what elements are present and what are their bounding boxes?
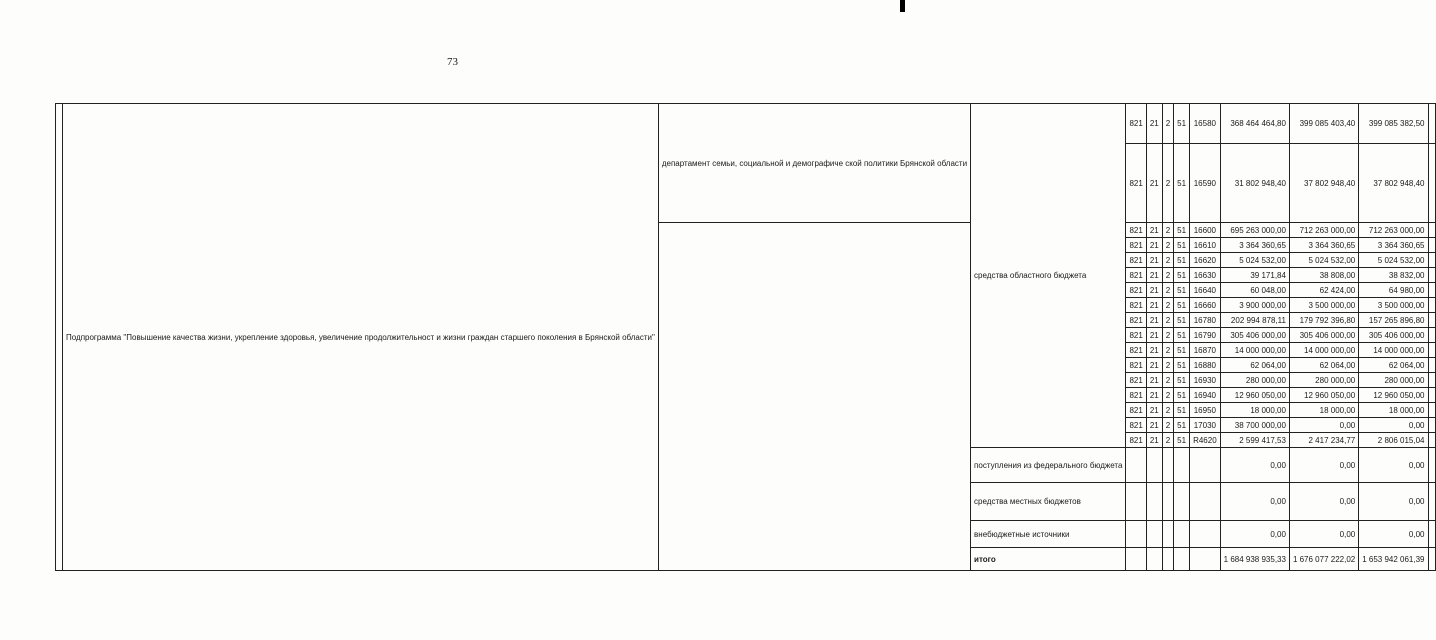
cell-grbs: 821: [1126, 298, 1146, 313]
empty-cell: [1162, 448, 1173, 483]
cell-year3: 712 263 000,00: [1359, 223, 1428, 238]
cell-pr: 2: [1162, 313, 1173, 328]
cell-cs: 51: [1174, 433, 1190, 448]
cell-year3: 38 832,00: [1359, 268, 1428, 283]
cell-year2: 2 417 234,77: [1289, 433, 1358, 448]
cell-year2: 712 263 000,00: [1289, 223, 1358, 238]
budget-table-body: [56, 104, 1436, 571]
empty-cell: [1428, 144, 1435, 223]
cell-cs: 51: [1174, 358, 1190, 373]
cell-year3: 62 064,00: [1359, 358, 1428, 373]
cell-pr: 2: [1162, 433, 1173, 448]
cell-cs: 51: [1174, 418, 1190, 433]
cell-rz: 21: [1146, 343, 1162, 358]
cell-year3: 0,00: [1359, 448, 1428, 483]
cell-cs: 51: [1174, 298, 1190, 313]
empty-cell: [1126, 483, 1146, 521]
cell-pr: 2: [1162, 358, 1173, 373]
empty-cell: [1174, 448, 1190, 483]
cell-rz: 21: [1146, 313, 1162, 328]
cell-year1: 0,00: [1220, 521, 1289, 548]
cell-cs: 51: [1174, 328, 1190, 343]
cell-grbs: 821: [1126, 373, 1146, 388]
empty-cell: [1126, 448, 1146, 483]
cell-year3: 0,00: [1359, 521, 1428, 548]
cell-year3: 18 000,00: [1359, 403, 1428, 418]
empty-number-cell: [56, 104, 63, 571]
empty-cell: [1126, 548, 1146, 571]
cell-rz: 21: [1146, 388, 1162, 403]
cell-grbs: 821: [1126, 144, 1146, 223]
cell-cs: 51: [1174, 283, 1190, 298]
cell-year1: 62 064,00: [1220, 358, 1289, 373]
cell-cs: 51: [1174, 373, 1190, 388]
cell-grbs: 821: [1126, 253, 1146, 268]
cell-cs: 51: [1174, 403, 1190, 418]
cell-year1: 280 000,00: [1220, 373, 1289, 388]
cell-year3: 14 000 000,00: [1359, 343, 1428, 358]
empty-cell: [1428, 521, 1435, 548]
empty-cell: [1428, 223, 1435, 238]
cell-code: 17030: [1190, 418, 1221, 433]
cell-year1: 5 024 532,00: [1220, 253, 1289, 268]
cell-cs: 51: [1174, 238, 1190, 253]
empty-cell: [1126, 521, 1146, 548]
cell-code: 16880: [1190, 358, 1221, 373]
cell-rz: 21: [1146, 373, 1162, 388]
cell-year3: 0,00: [1359, 418, 1428, 433]
cell-year3: 3 500 000,00: [1359, 298, 1428, 313]
cell-year2: 62 064,00: [1289, 358, 1358, 373]
cell-year2: 399 085 403,40: [1289, 104, 1358, 144]
empty-cell: [1174, 483, 1190, 521]
cell-year1: 0,00: [1220, 483, 1289, 521]
cell-rz: 21: [1146, 283, 1162, 298]
page-number: 73: [447, 56, 458, 68]
cell-code: 16930: [1190, 373, 1221, 388]
empty-cell: [1190, 483, 1221, 521]
cell-grbs: 821: [1126, 358, 1146, 373]
cell-code: R4620: [1190, 433, 1221, 448]
empty-cell: [1428, 373, 1435, 388]
cell-year2: 0,00: [1289, 448, 1358, 483]
cell-year1: 3 900 000,00: [1220, 298, 1289, 313]
cell-year1: 305 406 000,00: [1220, 328, 1289, 343]
cell-year2: 12 960 050,00: [1289, 388, 1358, 403]
cell-year2: 280 000,00: [1289, 373, 1358, 388]
cell-year1: 695 263 000,00: [1220, 223, 1289, 238]
empty-cell: [1146, 548, 1162, 571]
cell-grbs: 821: [1126, 104, 1146, 144]
budget-table: [55, 103, 1436, 571]
cell-pr: 2: [1162, 403, 1173, 418]
cell-code: 16780: [1190, 313, 1221, 328]
cell-code: 16940: [1190, 388, 1221, 403]
cell-code: 16950: [1190, 403, 1221, 418]
cell-year1: 0,00: [1220, 448, 1289, 483]
cell-code: 16590: [1190, 144, 1221, 223]
cell-year3: 0,00: [1359, 483, 1428, 521]
cell-pr: 2: [1162, 104, 1173, 144]
cell-year2: 37 802 948,40: [1289, 144, 1358, 223]
empty-cell: [1428, 358, 1435, 373]
cell-cs: 51: [1174, 104, 1190, 144]
empty-executor-cell: [658, 223, 970, 571]
empty-cell: [1146, 483, 1162, 521]
cell-year3: 305 406 000,00: [1359, 328, 1428, 343]
cell-pr: 2: [1162, 328, 1173, 343]
empty-cell: [1174, 521, 1190, 548]
cell-pr: 2: [1162, 144, 1173, 223]
empty-cell: [1428, 483, 1435, 521]
empty-cell: [1428, 418, 1435, 433]
cell-year1: 31 802 948,40: [1220, 144, 1289, 223]
empty-cell: [1428, 104, 1435, 144]
cell-code: 16640: [1190, 283, 1221, 298]
cell-grbs: 821: [1126, 283, 1146, 298]
cell-grbs: 821: [1126, 433, 1146, 448]
cell-rz: 21: [1146, 298, 1162, 313]
scan-edge-mark: [900, 0, 905, 12]
cell-grbs: 821: [1126, 403, 1146, 418]
empty-cell: [1428, 388, 1435, 403]
cell-pr: 2: [1162, 298, 1173, 313]
cell-code: 16610: [1190, 238, 1221, 253]
subprogram-name: Подпрограмма "Повышение качества жизни, укрепление здоровья, увеличение продолжительност и жизни граждан старшего поколения в Брянской области": [63, 104, 659, 571]
cell-cs: 51: [1174, 268, 1190, 283]
cell-cs: 51: [1174, 223, 1190, 238]
cell-year2: 179 792 396,80: [1289, 313, 1358, 328]
executor-name: департамент семьи, социальной и демографиче ской политики Брянской области: [658, 104, 970, 223]
cell-grbs: 821: [1126, 388, 1146, 403]
cell-rz: 21: [1146, 253, 1162, 268]
cell-code: 16600: [1190, 223, 1221, 238]
cell-rz: 21: [1146, 358, 1162, 373]
cell-year3: 2 806 015,04: [1359, 433, 1428, 448]
empty-cell: [1146, 521, 1162, 548]
cell-year2: 38 808,00: [1289, 268, 1358, 283]
cell-year2: 3 364 360,65: [1289, 238, 1358, 253]
empty-cell: [1162, 548, 1173, 571]
cell-year1: 12 960 050,00: [1220, 388, 1289, 403]
cell-rz: 21: [1146, 328, 1162, 343]
cell-cs: 51: [1174, 388, 1190, 403]
empty-cell: [1428, 343, 1435, 358]
cell-year1: 60 048,00: [1220, 283, 1289, 298]
cell-code: 16620: [1190, 253, 1221, 268]
cell-code: 16630: [1190, 268, 1221, 283]
cell-year1: 18 000,00: [1220, 403, 1289, 418]
cell-grbs: 821: [1126, 313, 1146, 328]
empty-cell: [1190, 548, 1221, 571]
cell-pr: 2: [1162, 343, 1173, 358]
empty-cell: [1428, 298, 1435, 313]
total-year3: 1 653 942 061,39: [1359, 548, 1428, 571]
empty-cell: [1162, 521, 1173, 548]
cell-rz: 21: [1146, 403, 1162, 418]
cell-year2: 0,00: [1289, 418, 1358, 433]
cell-rz: 21: [1146, 223, 1162, 238]
cell-rz: 21: [1146, 144, 1162, 223]
cell-grbs: 821: [1126, 328, 1146, 343]
cell-pr: 2: [1162, 238, 1173, 253]
cell-year3: 5 024 532,00: [1359, 253, 1428, 268]
empty-cell: [1428, 328, 1435, 343]
cell-year2: 5 024 532,00: [1289, 253, 1358, 268]
cell-rz: 21: [1146, 418, 1162, 433]
cell-code: 16660: [1190, 298, 1221, 313]
cell-year2: 3 500 000,00: [1289, 298, 1358, 313]
cell-code: 16790: [1190, 328, 1221, 343]
cell-year1: 2 599 417,53: [1220, 433, 1289, 448]
cell-year2: 14 000 000,00: [1289, 343, 1358, 358]
cell-rz: 21: [1146, 238, 1162, 253]
empty-cell: [1428, 268, 1435, 283]
table-row: [56, 104, 1436, 144]
cell-grbs: 821: [1126, 418, 1146, 433]
cell-pr: 2: [1162, 283, 1173, 298]
cell-year1: 39 171,84: [1220, 268, 1289, 283]
cell-grbs: 821: [1126, 268, 1146, 283]
cell-rz: 21: [1146, 433, 1162, 448]
cell-grbs: 821: [1126, 238, 1146, 253]
cell-code: 16580: [1190, 104, 1221, 144]
empty-cell: [1428, 548, 1435, 571]
cell-year1: 202 994 878,11: [1220, 313, 1289, 328]
empty-cell: [1146, 448, 1162, 483]
cell-cs: 51: [1174, 253, 1190, 268]
cell-grbs: 821: [1126, 343, 1146, 358]
empty-cell: [1428, 403, 1435, 418]
cell-year1: 368 464 464,80: [1220, 104, 1289, 144]
cell-year3: 12 960 050,00: [1359, 388, 1428, 403]
cell-year2: 18 000,00: [1289, 403, 1358, 418]
cell-year3: 280 000,00: [1359, 373, 1428, 388]
cell-year1: 14 000 000,00: [1220, 343, 1289, 358]
cell-pr: 2: [1162, 388, 1173, 403]
cell-year2: 305 406 000,00: [1289, 328, 1358, 343]
total-year1: 1 684 938 935,33: [1220, 548, 1289, 571]
cell-year2: 62 424,00: [1289, 283, 1358, 298]
cell-year1: 3 364 360,65: [1220, 238, 1289, 253]
cell-pr: 2: [1162, 268, 1173, 283]
empty-cell: [1428, 283, 1435, 298]
cell-pr: 2: [1162, 223, 1173, 238]
cell-rz: 21: [1146, 104, 1162, 144]
source-local-budgets: средства местных бюджетов: [971, 483, 1126, 521]
cell-cs: 51: [1174, 313, 1190, 328]
empty-cell: [1428, 238, 1435, 253]
cell-year2: 0,00: [1289, 521, 1358, 548]
cell-grbs: 821: [1126, 223, 1146, 238]
empty-cell: [1428, 313, 1435, 328]
cell-cs: 51: [1174, 144, 1190, 223]
source-extrabudgetary: внебюджетные источники: [971, 521, 1126, 548]
cell-pr: 2: [1162, 373, 1173, 388]
cell-year1: 38 700 000,00: [1220, 418, 1289, 433]
cell-year3: 399 085 382,50: [1359, 104, 1428, 144]
cell-year3: 3 364 360,65: [1359, 238, 1428, 253]
cell-year2: 0,00: [1289, 483, 1358, 521]
cell-rz: 21: [1146, 268, 1162, 283]
cell-year3: 37 802 948,40: [1359, 144, 1428, 223]
total-year2: 1 676 077 222,02: [1289, 548, 1358, 571]
empty-cell: [1162, 483, 1173, 521]
empty-cell: [1174, 548, 1190, 571]
cell-pr: 2: [1162, 418, 1173, 433]
total-label: итого: [971, 548, 1126, 571]
empty-cell: [1428, 448, 1435, 483]
cell-year3: 64 980,00: [1359, 283, 1428, 298]
cell-pr: 2: [1162, 253, 1173, 268]
cell-year3: 157 265 896,80: [1359, 313, 1428, 328]
empty-cell: [1428, 253, 1435, 268]
empty-cell: [1190, 448, 1221, 483]
empty-cell: [1428, 433, 1435, 448]
empty-cell: [1190, 521, 1221, 548]
cell-cs: 51: [1174, 343, 1190, 358]
source-regional-budget: средства областного бюджета: [971, 104, 1126, 448]
cell-code: 16870: [1190, 343, 1221, 358]
source-federal-budget: поступления из федерального бюджета: [971, 448, 1126, 483]
